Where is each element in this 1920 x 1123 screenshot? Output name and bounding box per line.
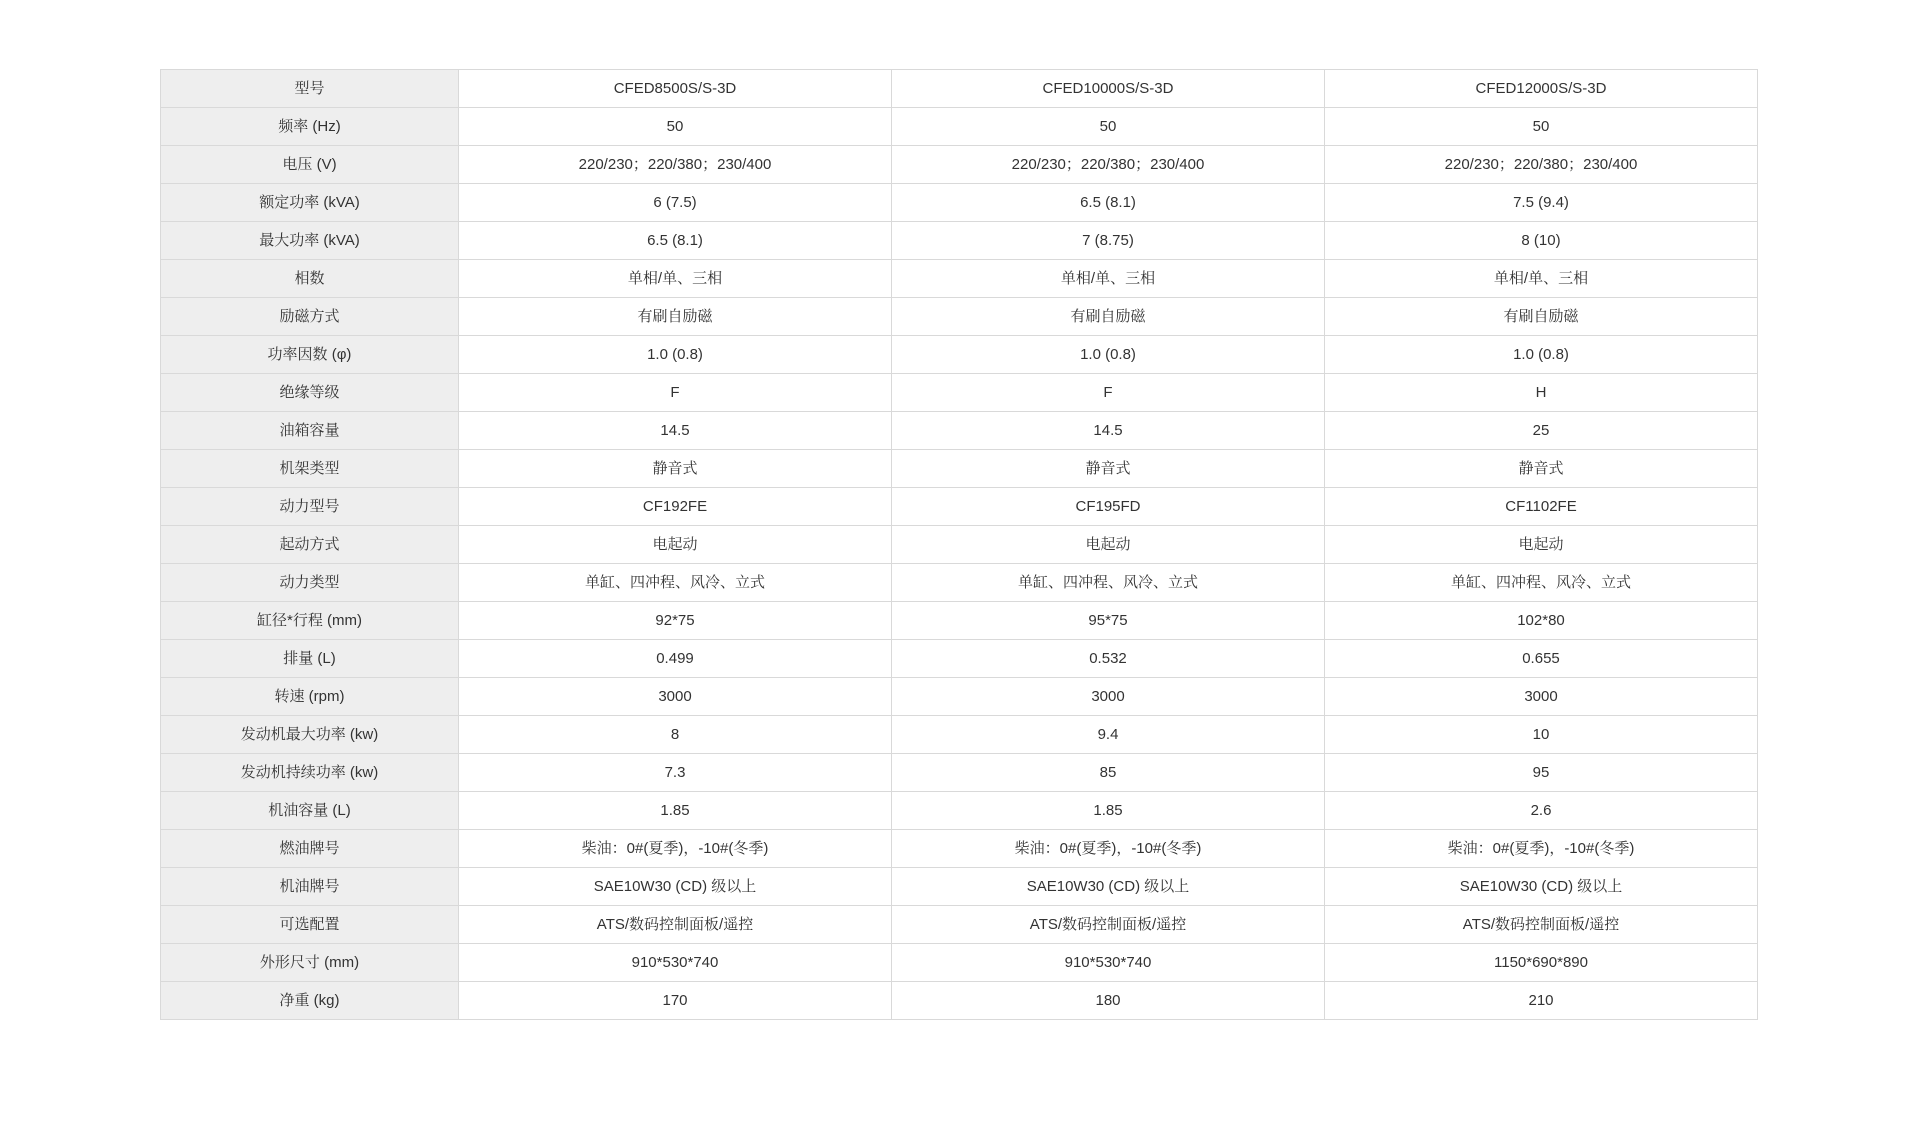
cell-value: 静音式 xyxy=(892,450,1325,488)
cell-value: ATS/数码控制面板/遥控 xyxy=(1325,906,1758,944)
cell-value: SAE10W30 (CD) 级以上 xyxy=(1325,868,1758,906)
cell-value: CFED8500S/S-3D xyxy=(459,70,892,108)
row-label: 绝缘等级 xyxy=(161,374,459,412)
cell-value: F xyxy=(892,374,1325,412)
table-row xyxy=(161,754,1758,792)
cell-value: 210 xyxy=(1325,982,1758,1020)
row-label: 可选配置 xyxy=(161,906,459,944)
cell-value: 9.4 xyxy=(892,716,1325,754)
table-row xyxy=(161,792,1758,830)
cell-value: ATS/数码控制面板/遥控 xyxy=(459,906,892,944)
cell-value: 有刷自励磁 xyxy=(1325,298,1758,336)
table-row xyxy=(161,374,1758,412)
cell-value: 1150*690*890 xyxy=(1325,944,1758,982)
cell-value: 14.5 xyxy=(459,412,892,450)
row-label: 动力型号 xyxy=(161,488,459,526)
table-row xyxy=(161,146,1758,184)
cell-value: 1.0 (0.8) xyxy=(892,336,1325,374)
cell-value: 柴油：0#(夏季)，-10#(冬季) xyxy=(459,830,892,868)
row-label: 电压 (V) xyxy=(161,146,459,184)
row-label: 功率因数 (φ) xyxy=(161,336,459,374)
cell-value: 单缸、四冲程、风冷、立式 xyxy=(1325,564,1758,602)
row-label: 外形尺寸 (mm) xyxy=(161,944,459,982)
cell-value: 柴油：0#(夏季)，-10#(冬季) xyxy=(1325,830,1758,868)
table-row xyxy=(161,868,1758,906)
cell-value: 220/230；220/380；230/400 xyxy=(459,146,892,184)
table-row xyxy=(161,412,1758,450)
table-row xyxy=(161,906,1758,944)
cell-value: 0.532 xyxy=(892,640,1325,678)
cell-value: 910*530*740 xyxy=(459,944,892,982)
table-row xyxy=(161,602,1758,640)
cell-value: 3000 xyxy=(892,678,1325,716)
cell-value: 电起动 xyxy=(1325,526,1758,564)
table-row xyxy=(161,450,1758,488)
cell-value: 85 xyxy=(892,754,1325,792)
table-row xyxy=(161,222,1758,260)
row-label: 净重 (kg) xyxy=(161,982,459,1020)
cell-value: 1.0 (0.8) xyxy=(459,336,892,374)
row-label: 型号 xyxy=(161,70,459,108)
cell-value: 95 xyxy=(1325,754,1758,792)
table-row xyxy=(161,488,1758,526)
cell-value: 14.5 xyxy=(892,412,1325,450)
row-label: 额定功率 (kVA) xyxy=(161,184,459,222)
cell-value: 102*80 xyxy=(1325,602,1758,640)
cell-value: 92*75 xyxy=(459,602,892,640)
cell-value: 7.3 xyxy=(459,754,892,792)
cell-value: 0.655 xyxy=(1325,640,1758,678)
cell-value: 3000 xyxy=(1325,678,1758,716)
table-row xyxy=(161,982,1758,1020)
cell-value: ATS/数码控制面板/遥控 xyxy=(892,906,1325,944)
table-row xyxy=(161,640,1758,678)
cell-value: 1.85 xyxy=(892,792,1325,830)
table-row xyxy=(161,526,1758,564)
table-row xyxy=(161,70,1758,108)
cell-value: 8 (10) xyxy=(1325,222,1758,260)
row-label: 机油牌号 xyxy=(161,868,459,906)
cell-value: 3000 xyxy=(459,678,892,716)
cell-value: 单缸、四冲程、风冷、立式 xyxy=(459,564,892,602)
table-row xyxy=(161,564,1758,602)
cell-value: CF192FE xyxy=(459,488,892,526)
table-row xyxy=(161,678,1758,716)
cell-value: 170 xyxy=(459,982,892,1020)
row-label: 最大功率 (kVA) xyxy=(161,222,459,260)
spec-table xyxy=(160,69,1758,1020)
cell-value: 静音式 xyxy=(459,450,892,488)
cell-value: 电起动 xyxy=(459,526,892,564)
row-label: 缸径*行程 (mm) xyxy=(161,602,459,640)
cell-value: H xyxy=(1325,374,1758,412)
table-row xyxy=(161,336,1758,374)
table-row xyxy=(161,944,1758,982)
cell-value: 6.5 (8.1) xyxy=(892,184,1325,222)
cell-value: 单缸、四冲程、风冷、立式 xyxy=(892,564,1325,602)
cell-value: 单相/单、三相 xyxy=(459,260,892,298)
cell-value: 6 (7.5) xyxy=(459,184,892,222)
cell-value: 6.5 (8.1) xyxy=(459,222,892,260)
cell-value: SAE10W30 (CD) 级以上 xyxy=(459,868,892,906)
cell-value: 7.5 (9.4) xyxy=(1325,184,1758,222)
cell-value: 25 xyxy=(1325,412,1758,450)
table-row xyxy=(161,260,1758,298)
row-label: 频率 (Hz) xyxy=(161,108,459,146)
cell-value: 180 xyxy=(892,982,1325,1020)
cell-value: CF1102FE xyxy=(1325,488,1758,526)
cell-value: 有刷自励磁 xyxy=(459,298,892,336)
row-label: 机油容量 (L) xyxy=(161,792,459,830)
table-row xyxy=(161,108,1758,146)
cell-value: 10 xyxy=(1325,716,1758,754)
cell-value: 50 xyxy=(459,108,892,146)
row-label: 油箱容量 xyxy=(161,412,459,450)
cell-value: 910*530*740 xyxy=(892,944,1325,982)
row-label: 排量 (L) xyxy=(161,640,459,678)
cell-value: 7 (8.75) xyxy=(892,222,1325,260)
cell-value: CFED12000S/S-3D xyxy=(1325,70,1758,108)
cell-value: 50 xyxy=(1325,108,1758,146)
cell-value: CFED10000S/S-3D xyxy=(892,70,1325,108)
cell-value: 95*75 xyxy=(892,602,1325,640)
cell-value: 有刷自励磁 xyxy=(892,298,1325,336)
spec-table-body xyxy=(161,70,1758,1020)
row-label: 起动方式 xyxy=(161,526,459,564)
row-label: 转速 (rpm) xyxy=(161,678,459,716)
cell-value: CF195FD xyxy=(892,488,1325,526)
cell-value: 柴油：0#(夏季)，-10#(冬季) xyxy=(892,830,1325,868)
cell-value: 单相/单、三相 xyxy=(892,260,1325,298)
table-row xyxy=(161,184,1758,222)
cell-value: 220/230；220/380；230/400 xyxy=(1325,146,1758,184)
row-label: 发动机最大功率 (kw) xyxy=(161,716,459,754)
row-label: 燃油牌号 xyxy=(161,830,459,868)
cell-value: 50 xyxy=(892,108,1325,146)
cell-value: 8 xyxy=(459,716,892,754)
row-label: 励磁方式 xyxy=(161,298,459,336)
cell-value: 静音式 xyxy=(1325,450,1758,488)
cell-value: 电起动 xyxy=(892,526,1325,564)
row-label: 发动机持续功率 (kw) xyxy=(161,754,459,792)
table-row xyxy=(161,830,1758,868)
table-row xyxy=(161,298,1758,336)
table-row xyxy=(161,716,1758,754)
cell-value: SAE10W30 (CD) 级以上 xyxy=(892,868,1325,906)
row-label: 机架类型 xyxy=(161,450,459,488)
cell-value: 单相/单、三相 xyxy=(1325,260,1758,298)
cell-value: 0.499 xyxy=(459,640,892,678)
cell-value: 2.6 xyxy=(1325,792,1758,830)
cell-value: 220/230；220/380；230/400 xyxy=(892,146,1325,184)
cell-value: F xyxy=(459,374,892,412)
cell-value: 1.85 xyxy=(459,792,892,830)
row-label: 相数 xyxy=(161,260,459,298)
cell-value: 1.0 (0.8) xyxy=(1325,336,1758,374)
row-label: 动力类型 xyxy=(161,564,459,602)
